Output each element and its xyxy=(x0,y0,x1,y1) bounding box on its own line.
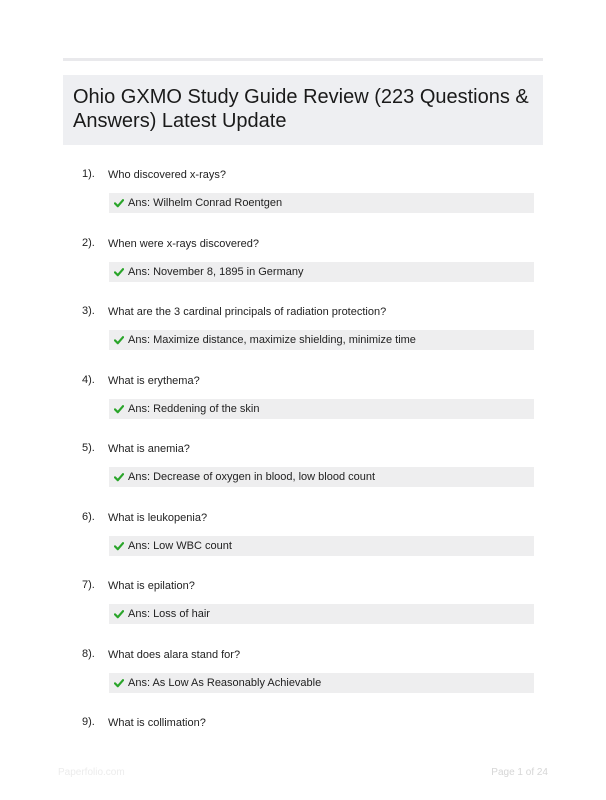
answer-box xyxy=(109,536,534,556)
checkmark-icon xyxy=(114,472,124,482)
checkmark-icon xyxy=(114,335,124,345)
page-number: Page 1 of 24 xyxy=(491,767,548,778)
question-number: 5). xyxy=(82,442,95,454)
question-number: 6). xyxy=(82,510,95,523)
question-list xyxy=(0,166,606,783)
answer-text: Ans: Reddening of the skin xyxy=(128,402,260,415)
answer-box xyxy=(109,262,534,282)
answer-text: Ans: Low WBC count xyxy=(128,539,232,552)
question-item xyxy=(0,509,606,578)
answer-box xyxy=(109,193,534,213)
page-title: Ohio GXMO Study Guide Review (223 Questions & Answers) Latest Update xyxy=(73,86,529,132)
checkmark-icon xyxy=(114,404,124,414)
checkmark-icon xyxy=(114,267,124,277)
answer-text: Ans: As Low As Reasonably Achievable xyxy=(128,676,322,689)
question-number: 8). xyxy=(82,647,95,660)
answer-box xyxy=(109,467,534,487)
answer-box xyxy=(109,673,534,693)
question-number: 7). xyxy=(82,579,95,591)
answer-box xyxy=(109,604,534,624)
question-text: What is erythema? xyxy=(108,374,200,387)
top-divider xyxy=(63,58,543,61)
question-item xyxy=(0,235,606,304)
question-item xyxy=(0,166,606,235)
question-text: What is epilation? xyxy=(108,580,195,592)
question-text: What is collimation? xyxy=(108,717,206,729)
question-item xyxy=(0,577,606,646)
answer-text: Ans: Maximize distance, maximize shielding, minimize time xyxy=(128,334,416,346)
checkmark-icon xyxy=(114,678,124,688)
answer-text: Ans: Decrease of oxygen in blood, low blood count xyxy=(128,471,376,483)
question-number: 4). xyxy=(82,373,95,386)
title-banner xyxy=(63,75,543,145)
checkmark-icon xyxy=(114,541,124,551)
question-item xyxy=(0,372,606,441)
question-text: Who discovered x-rays? xyxy=(108,169,226,181)
question-number: 1). xyxy=(82,168,95,180)
answer-text: Ans: Wilhelm Conrad Roentgen xyxy=(128,197,283,209)
answer-box xyxy=(109,330,534,350)
footer-watermark: Paperfolio.com xyxy=(58,767,125,778)
checkmark-icon xyxy=(114,198,124,208)
question-text: What does alara stand for? xyxy=(108,648,241,661)
question-number: 2). xyxy=(82,236,95,249)
answer-box xyxy=(109,399,534,419)
checkmark-icon xyxy=(114,609,124,619)
question-number: 9). xyxy=(82,716,95,728)
question-item xyxy=(0,303,606,372)
question-item xyxy=(0,440,606,509)
answer-text: Ans: Loss of hair xyxy=(128,608,210,620)
question-text: When were x-rays discovered? xyxy=(108,237,260,250)
question-item xyxy=(0,646,606,715)
question-text: What is leukopenia? xyxy=(108,511,208,524)
question-text: What are the 3 cardinal principals of radiation protection? xyxy=(108,306,387,318)
answer-text: Ans: November 8, 1895 in Germany xyxy=(128,265,304,278)
question-text: What is anemia? xyxy=(108,443,190,455)
question-number: 3). xyxy=(82,305,95,317)
